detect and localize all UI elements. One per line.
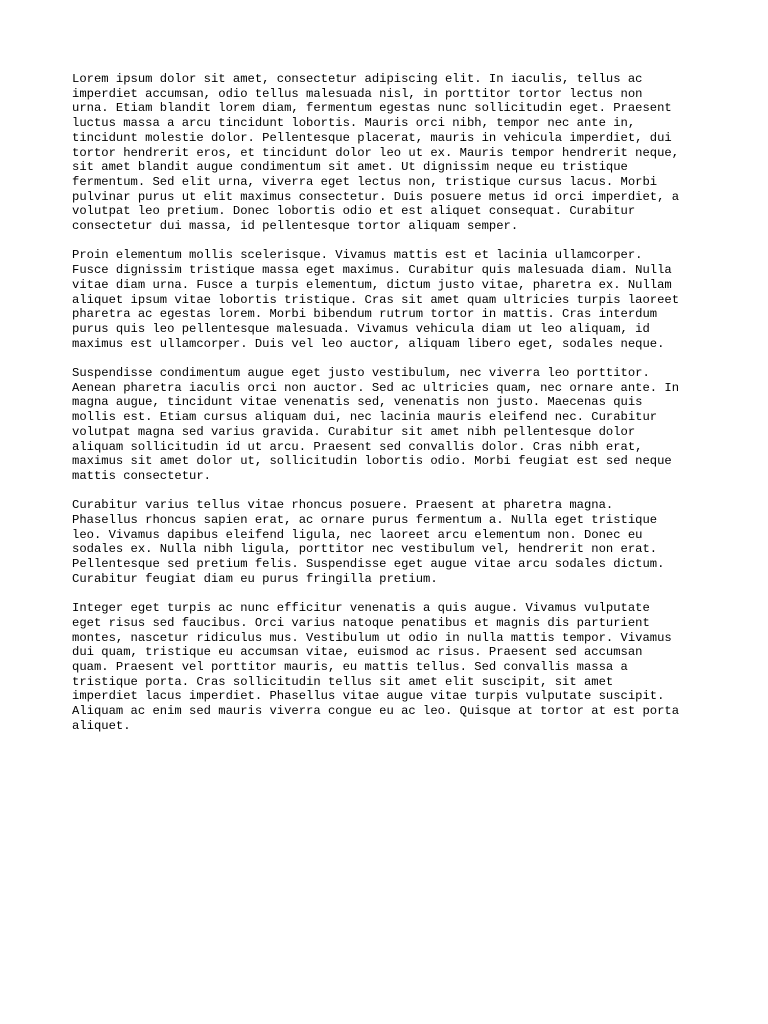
text-line: consectetur dui massa, id pellentesque tortor aliquam semper. (72, 219, 519, 234)
paragraph-2 (72, 248, 704, 351)
text-line: pharetra ac egestas lorem. Morbi bibendum rutrum tortor in mattis. Cras interdum (72, 307, 658, 322)
text-line: mattis consectetur. (72, 468, 211, 483)
text-line: fermentum. Sed elit urna, viverra eget lectus non, tristique cursus lacus. Morbi (72, 174, 658, 189)
text-line: Fusce dignissim tristique massa eget maximus. Curabitur quis malesuada diam. Nulla (72, 263, 672, 278)
text-line: quam. Praesent vel porttitor mauris, eu mattis tellus. Sed convallis massa a (72, 660, 628, 675)
text-line: montes, nascetur ridiculus mus. Vestibulum ut odio in nulla mattis tempor. Vivamus (72, 630, 672, 645)
text-line: tincidunt molestie dolor. Pellentesque placerat, mauris in vehicula imperdiet, dui (72, 130, 672, 145)
text-line: Lorem ipsum dolor sit amet, consectetur adipiscing elit. In iaculis, tellus ac (72, 72, 643, 86)
text-line: volutpat leo pretium. Donec lobortis odio et est aliquet consequat. Curabitur (72, 204, 636, 219)
text-line: aliquet ipsum vitae lobortis tristique. Cras sit amet quam ultricies turpis laoreet (72, 292, 680, 307)
text-line: Curabitur feugiat diam eu purus fringilla pretium. (72, 571, 438, 586)
text-line: Suspendisse condimentum augue eget justo vestibulum, nec viverra leo porttitor. (72, 366, 650, 381)
paragraph-3 (72, 366, 704, 484)
paragraph-4 (72, 498, 704, 586)
text-line: vitae diam urna. Fusce a turpis elementum, dictum justo vitae, pharetra ex. Nullam (72, 277, 672, 292)
paragraph-1 (72, 72, 704, 234)
paragraph-5 (72, 601, 704, 733)
text-line: imperdiet lacus imperdiet. Phasellus vitae augue vitae turpis vulputate suscipit. (72, 689, 665, 704)
text-line: tristique porta. Cras sollicitudin tellus sit amet elit suscipit, sit amet (72, 674, 614, 689)
text-line: Pellentesque sed pretium felis. Suspendisse eget augue vitae arcu sodales dictum. (72, 557, 665, 572)
text-line: dui quam, tristique eu accumsan vitae, euismod ac risus. Praesent sed accumsan (72, 645, 643, 660)
text-line: luctus massa a arcu tincidunt lobortis. Mauris orci nibh, tempor nec ante in, (72, 116, 636, 131)
text-line: sit amet blandit augue condimentum sit amet. Ut dignissim neque eu tristique (72, 160, 628, 175)
text-line: tortor hendrerit eros, et tincidunt dolor leo ut ex. Mauris tempor hendrerit neque, (72, 145, 680, 160)
text-line: Integer eget turpis ac nunc efficitur venenatis a quis augue. Vivamus vulputate (72, 601, 650, 616)
text-line: imperdiet accumsan, odio tellus malesuada nisl, in porttitor tortor lectus non (72, 86, 643, 101)
text-line: Phasellus rhoncus sapien erat, ac ornare purus fermentum a. Nulla eget tristique (72, 513, 658, 528)
text-line: aliquam sollicitudin id ut arcu. Praesent sed convallis dolor. Cras nibh erat, (72, 439, 643, 454)
text-line: Aenean pharetra iaculis orci non auctor. Sed ac ultricies quam, nec ornare ante. In (72, 380, 680, 395)
text-line: urna. Etiam blandit lorem diam, fermentum egestas nunc sollicitudin eget. Praesent (72, 101, 672, 116)
text-line: Aliquam ac enim sed mauris viverra congue eu ac leo. Quisque at tortor at est porta (72, 704, 680, 719)
text-line: sodales ex. Nulla nibh ligula, porttitor nec vestibulum vel, hendrerit non erat. (72, 542, 658, 557)
text-line: purus quis leo pellentesque malesuada. Vivamus vehicula diam ut leo aliquam, id (72, 321, 650, 336)
text-line: aliquet. (72, 718, 131, 733)
text-line: mollis est. Etiam cursus aliquam dui, nec lacinia mauris eleifend nec. Curabitur (72, 410, 658, 425)
text-line: eget risus sed faucibus. Orci varius natoque penatibus et magnis dis parturient (72, 615, 650, 630)
text-line: magna augue, tincidunt vitae venenatis sed, venenatis non justo. Maecenas quis (72, 395, 643, 410)
text-line: pulvinar purus ut elit maximus consectetur. Duis posuere metus id orci imperdiet, a (72, 189, 680, 204)
text-line: leo. Vivamus dapibus eleifend ligula, nec laoreet arcu elementum non. Donec eu (72, 527, 643, 542)
text-line: volutpat magna sed varius gravida. Curabitur sit amet nibh pellentesque dolor (72, 424, 636, 439)
text-line: maximus sit amet dolor ut, sollicitudin lobortis odio. Morbi feugiat est sed neque (72, 454, 672, 469)
text-line: maximus est ullamcorper. Duis vel leo auctor, aliquam libero eget, sodales neque. (72, 336, 665, 351)
document-page (72, 72, 704, 748)
text-line: Curabitur varius tellus vitae rhoncus posuere. Praesent at pharetra magna. (72, 498, 614, 513)
text-line: Proin elementum mollis scelerisque. Vivamus mattis est et lacinia ullamcorper. (72, 248, 643, 263)
